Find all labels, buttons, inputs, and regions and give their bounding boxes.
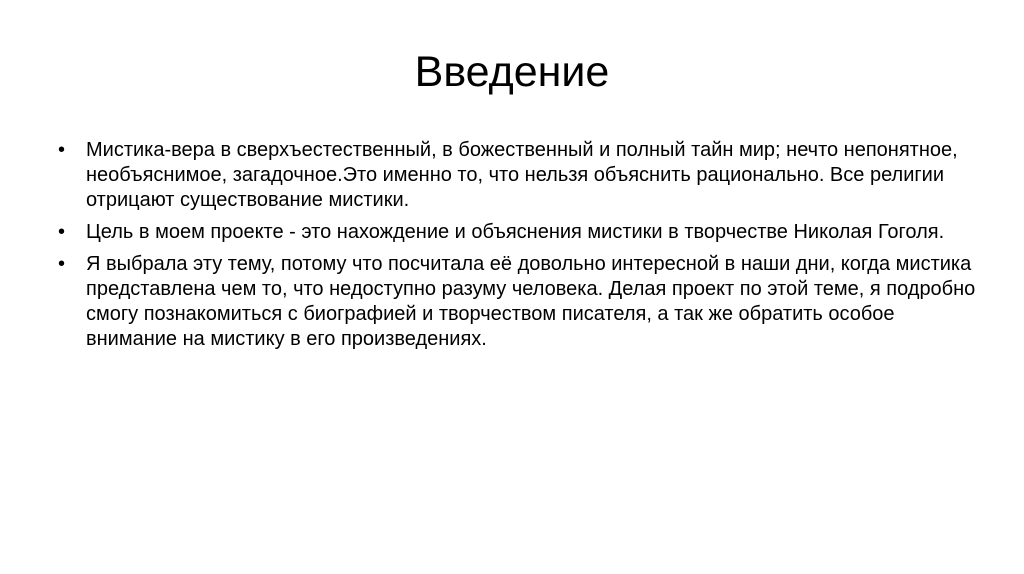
bullet-item — [58, 138, 978, 213]
bullet-list — [58, 138, 978, 359]
bullet-item — [58, 252, 978, 352]
bullet-item — [58, 220, 978, 245]
slide-title: Введение — [414, 48, 610, 96]
bullet-dot-icon: • — [58, 253, 66, 275]
bullet-dot-icon: • — [58, 139, 66, 161]
bullet-text: Мистика-вера в сверхъестественный, в божественный и полный тайн мир; нечто непонятное, необъяснимое, загадочное.Это именно то, что нельзя объяснить рационально. Все религии отрицают существование мистики. — [86, 139, 958, 211]
bullet-text: Цель в моем проекте - это нахождение и объяснения мистики в творчестве Николая Гоголя. — [86, 221, 945, 243]
bullet-text: Я выбрала эту тему, потому что посчитала её довольно интересной в наши дни, когда мистика представлена чем то, что недоступно разуму человека. Делая проект по этой теме, я подробно смогу познакомиться с биографией и творчеством писателя, а так же обратить особое внимание на мистику в его произведениях. — [86, 253, 976, 350]
bullet-dot-icon: • — [58, 221, 66, 243]
